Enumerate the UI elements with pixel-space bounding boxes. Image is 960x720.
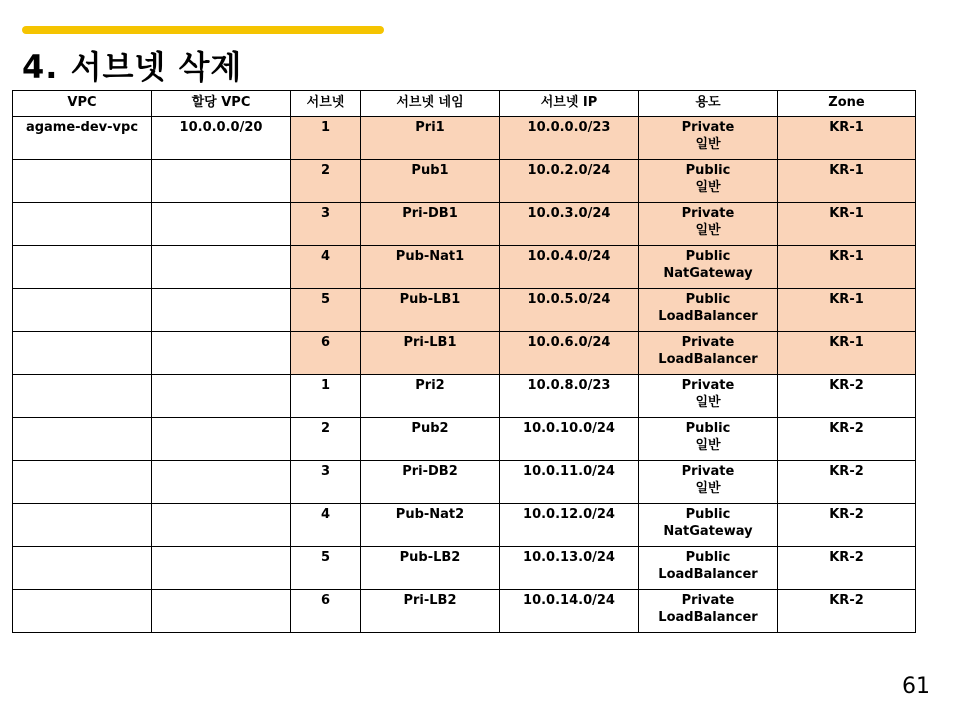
usage-type: Private xyxy=(681,335,735,350)
usage-detail: NatGateway xyxy=(663,266,753,281)
cell-subnet-number: 4 xyxy=(291,504,361,547)
table-row xyxy=(13,461,916,504)
usage-detail: LoadBalancer xyxy=(658,352,758,367)
cell-vpc xyxy=(13,504,152,547)
cell-subnet-name: Pub-LB1 xyxy=(361,289,500,332)
cell-subnet-ip: 10.0.4.0/24 xyxy=(500,246,639,289)
cell-allocated-vpc xyxy=(152,375,291,418)
cell-subnet-number: 2 xyxy=(291,160,361,203)
cell-vpc xyxy=(13,375,152,418)
usage-type: Public xyxy=(685,292,731,307)
usage-type: Private xyxy=(681,120,735,135)
header-subnet-number: 서브넷 xyxy=(291,91,361,117)
cell-vpc: agame-dev-vpc xyxy=(13,117,152,160)
cell-vpc xyxy=(13,203,152,246)
cell-zone: KR-1 xyxy=(778,160,916,203)
cell-subnet-ip: 10.0.13.0/24 xyxy=(500,547,639,590)
cell-vpc xyxy=(13,547,152,590)
table-row xyxy=(13,375,916,418)
table-row xyxy=(13,547,916,590)
cell-subnet-name: Pri2 xyxy=(361,375,500,418)
cell-subnet-name: Pri-DB2 xyxy=(361,461,500,504)
usage-detail: 일반 xyxy=(695,137,721,152)
cell-vpc xyxy=(13,246,152,289)
cell-vpc xyxy=(13,461,152,504)
cell-subnet-ip: 10.0.10.0/24 xyxy=(500,418,639,461)
cell-usage xyxy=(639,461,778,504)
usage-type: Public xyxy=(685,249,731,264)
cell-subnet-ip: 10.0.11.0/24 xyxy=(500,461,639,504)
usage-detail: NatGateway xyxy=(663,524,753,539)
cell-subnet-ip: 10.0.6.0/24 xyxy=(500,332,639,375)
cell-subnet-number: 2 xyxy=(291,418,361,461)
cell-usage xyxy=(639,375,778,418)
cell-usage xyxy=(639,160,778,203)
cell-allocated-vpc xyxy=(152,289,291,332)
page-title: 4. 서브넷 삭제 xyxy=(22,48,243,86)
usage-detail: 일반 xyxy=(695,180,721,195)
table-row xyxy=(13,160,916,203)
cell-subnet-name: Pub1 xyxy=(361,160,500,203)
page-number: 61 xyxy=(902,674,930,699)
cell-subnet-ip: 10.0.14.0/24 xyxy=(500,590,639,633)
cell-usage xyxy=(639,203,778,246)
usage-detail: 일반 xyxy=(695,395,721,410)
cell-subnet-number: 6 xyxy=(291,590,361,633)
header-usage: 용도 xyxy=(639,91,778,117)
usage-type: Private xyxy=(681,593,735,608)
header-allocated-vpc: 할당 VPC xyxy=(152,91,291,117)
usage-type: Public xyxy=(685,163,731,178)
table-row xyxy=(13,504,916,547)
usage-type: Private xyxy=(681,206,735,221)
table-row xyxy=(13,418,916,461)
usage-detail: LoadBalancer xyxy=(658,567,758,582)
cell-subnet-number: 6 xyxy=(291,332,361,375)
cell-allocated-vpc: 10.0.0.0/20 xyxy=(152,117,291,160)
cell-subnet-number: 5 xyxy=(291,547,361,590)
cell-subnet-name: Pub-Nat1 xyxy=(361,246,500,289)
cell-subnet-number: 1 xyxy=(291,117,361,160)
cell-vpc xyxy=(13,332,152,375)
cell-subnet-ip: 10.0.0.0/23 xyxy=(500,117,639,160)
title-accent-bar xyxy=(22,26,384,34)
table-row xyxy=(13,289,916,332)
usage-detail: 일반 xyxy=(695,438,721,453)
header-subnet-ip: 서브넷 IP xyxy=(500,91,639,117)
cell-subnet-name: Pub2 xyxy=(361,418,500,461)
usage-type: Public xyxy=(685,507,731,522)
table-row xyxy=(13,590,916,633)
cell-zone: KR-1 xyxy=(778,246,916,289)
header-subnet-name: 서브넷 네임 xyxy=(361,91,500,117)
cell-subnet-ip: 10.0.8.0/23 xyxy=(500,375,639,418)
cell-zone: KR-1 xyxy=(778,289,916,332)
cell-subnet-number: 1 xyxy=(291,375,361,418)
cell-usage xyxy=(639,590,778,633)
cell-subnet-number: 3 xyxy=(291,203,361,246)
cell-subnet-name: Pri-LB1 xyxy=(361,332,500,375)
cell-subnet-ip: 10.0.12.0/24 xyxy=(500,504,639,547)
cell-zone: KR-2 xyxy=(778,461,916,504)
usage-detail: LoadBalancer xyxy=(658,309,758,324)
usage-detail: LoadBalancer xyxy=(658,610,758,625)
cell-usage xyxy=(639,117,778,160)
cell-vpc xyxy=(13,590,152,633)
cell-subnet-number: 3 xyxy=(291,461,361,504)
cell-allocated-vpc xyxy=(152,332,291,375)
header-zone: Zone xyxy=(778,91,916,117)
table-row xyxy=(13,332,916,375)
cell-usage xyxy=(639,547,778,590)
cell-subnet-ip: 10.0.5.0/24 xyxy=(500,289,639,332)
usage-type: Public xyxy=(685,550,731,565)
table-row xyxy=(13,117,916,160)
cell-subnet-number: 5 xyxy=(291,289,361,332)
usage-detail: 일반 xyxy=(695,481,721,496)
cell-usage xyxy=(639,289,778,332)
cell-usage xyxy=(639,332,778,375)
cell-zone: KR-2 xyxy=(778,590,916,633)
cell-usage xyxy=(639,504,778,547)
cell-subnet-name: Pri-LB2 xyxy=(361,590,500,633)
cell-zone: KR-1 xyxy=(778,117,916,160)
subnet-table xyxy=(12,90,916,633)
usage-type: Private xyxy=(681,464,735,479)
table-row xyxy=(13,203,916,246)
cell-vpc xyxy=(13,289,152,332)
table-header-row xyxy=(13,91,916,117)
usage-detail: 일반 xyxy=(695,223,721,238)
cell-zone: KR-2 xyxy=(778,547,916,590)
cell-allocated-vpc xyxy=(152,547,291,590)
cell-allocated-vpc xyxy=(152,590,291,633)
cell-subnet-name: Pub-Nat2 xyxy=(361,504,500,547)
cell-allocated-vpc xyxy=(152,461,291,504)
cell-subnet-name: Pub-LB2 xyxy=(361,547,500,590)
cell-subnet-ip: 10.0.2.0/24 xyxy=(500,160,639,203)
cell-usage xyxy=(639,246,778,289)
cell-subnet-name: Pri1 xyxy=(361,117,500,160)
usage-type: Public xyxy=(685,421,731,436)
cell-vpc xyxy=(13,418,152,461)
cell-vpc xyxy=(13,160,152,203)
cell-subnet-name: Pri-DB1 xyxy=(361,203,500,246)
cell-allocated-vpc xyxy=(152,246,291,289)
cell-zone: KR-1 xyxy=(778,332,916,375)
cell-zone: KR-2 xyxy=(778,504,916,547)
header-vpc: VPC xyxy=(13,91,152,117)
cell-allocated-vpc xyxy=(152,504,291,547)
cell-usage xyxy=(639,418,778,461)
table-row xyxy=(13,246,916,289)
cell-subnet-ip: 10.0.3.0/24 xyxy=(500,203,639,246)
cell-allocated-vpc xyxy=(152,418,291,461)
cell-zone: KR-1 xyxy=(778,203,916,246)
cell-zone: KR-2 xyxy=(778,375,916,418)
cell-allocated-vpc xyxy=(152,160,291,203)
cell-zone: KR-2 xyxy=(778,418,916,461)
cell-subnet-number: 4 xyxy=(291,246,361,289)
cell-allocated-vpc xyxy=(152,203,291,246)
usage-type: Private xyxy=(681,378,735,393)
